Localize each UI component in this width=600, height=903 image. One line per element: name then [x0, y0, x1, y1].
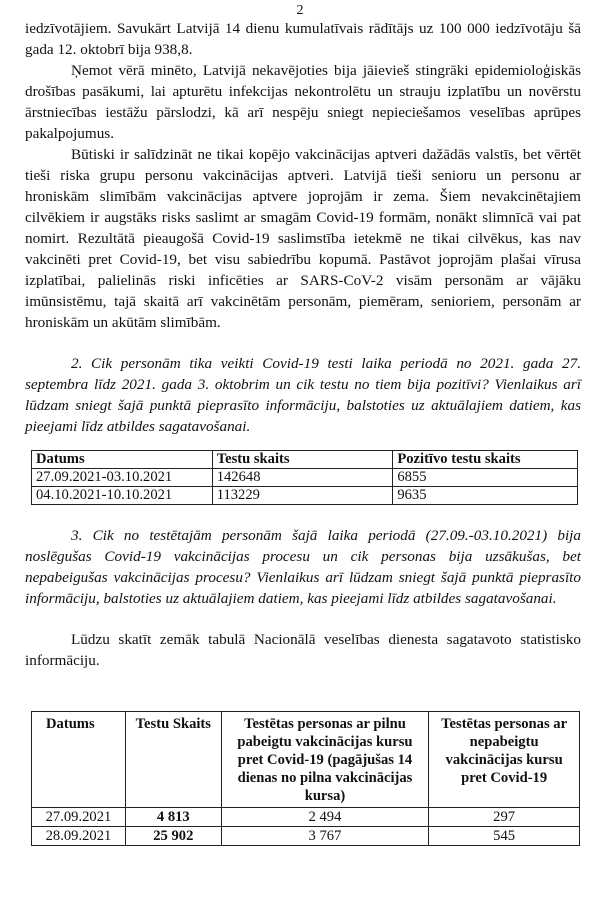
table-cell: 2 494 — [221, 808, 429, 827]
table-cell: 142648 — [212, 469, 393, 487]
table-row — [32, 469, 578, 487]
document-body — [25, 18, 581, 846]
table-header-cell: Testu Skaits — [125, 712, 221, 808]
tests-table — [31, 450, 578, 505]
table-header-row — [32, 451, 578, 469]
paragraph-4: Lūdzu skatīt zemāk tabulā Nacionālā veselības dienesta sagatavoto statistisko informāciju. — [25, 631, 581, 669]
table-cell: 04.10.2021-10.10.2021 — [32, 487, 213, 505]
table-cell: 3 767 — [221, 827, 429, 846]
table-cell: 297 — [429, 808, 580, 827]
table-header-cell: Datums — [32, 712, 126, 808]
table-cell: 6855 — [393, 469, 578, 487]
table-header-cell: Testu skaits — [212, 451, 393, 469]
table-cell: 27.09.2021 — [32, 808, 126, 827]
table-header-cell: Datums — [32, 451, 213, 469]
vaccination-table — [31, 711, 580, 846]
table-row — [32, 827, 580, 846]
table-header-row — [32, 712, 580, 808]
paragraph-2: Ņemot vērā minēto, Latvijā nekavējoties bija jāievieš stingrāki epidemioloģiskās drošības pasākumi, lai apturētu infekcijas nekontrolētu un strauju izplatību un novērstu ārstniecības iestāžu pārslodzi, kā arī nespēju sniegt nepieciešamos veselības aprūpes pakalpojumus. — [25, 62, 581, 142]
table-header-cell: Testētas personas ar pilnu pabeigtu vakcinācijas kursu pret Covid-19 (pagājušas 14 dienas no pilna vakcinācijas kursa) — [221, 712, 429, 808]
table-cell: 28.09.2021 — [32, 827, 126, 846]
table-cell: 25 902 — [125, 827, 221, 846]
page-number: 2 — [296, 3, 304, 18]
question-2: 2. Cik personām tika veikti Covid-19 testi laika periodā no 2021. gada 27. septembra līdz 2021. gada 3. oktobrim un cik testu no tiem bija pozitīvi? Vienlaikus arī lūdzam sniegt šajā punktā pieprasīto informāciju, balstoties uz aktuālajiem datiem, kas pieejami līdz atbildes sagatavošanai. — [25, 355, 581, 435]
paragraph-3: Būtiski ir salīdzināt ne tikai kopējo vakcinācijas aptveri dažādās valstīs, bet vērtēt tieši riska grupu personu vakcinācijas aptveri. Latvijā tieši senioru un personu ar hroniskām slimībām vakcinācijas aptvere joprojām ir zema. Šiem nevakcinētajiem cilvēkiem ir augstāks risks saslimt ar smagām Covid-19 formām, nonākt slimnīcā vai pat nomirt. Rezultātā pieaugošā Covid-19 saslimstība ietekmē ne tikai cilvēkus, kas nav vakcinēti pret Covid-19, bet visu sabiedrību kopumā. Pastāvot joprojām plašai vīrusa izplatībai, palielinās riski inficēties ar SARS-CoV-2 visām personām ar vājāku imūnsistēmu, tajā skaitā arī vakcinētām personām, piemēram, senioriem, personām ar hroniskām un akūtām slimībām. — [25, 146, 581, 331]
table-row — [32, 487, 578, 505]
table-cell: 113229 — [212, 487, 393, 505]
table-cell: 27.09.2021-03.10.2021 — [32, 469, 213, 487]
table-cell: 9635 — [393, 487, 578, 505]
table-header-cell: Testētas personas ar nepabeigtu vakcinācijas kursu pret Covid-19 — [429, 712, 580, 808]
table-row — [32, 808, 580, 827]
paragraph-1: iedzīvotājiem. Savukārt Latvijā 14 dienu kumulatīvais rādītājs uz 100 000 iedzīvotāju šā gada 12. oktobrī bija 938,8. — [25, 20, 581, 58]
table-cell: 4 813 — [125, 808, 221, 827]
table-header-cell: Pozitīvo testu skaits — [393, 451, 578, 469]
question-3: 3. Cik no testētajām personām šajā laika periodā (27.09.-03.10.2021) bija noslēgušas Covid-19 vakcinācijas procesu un cik personas bija uzsākušas, bet nepabeigušas vakcinācijas procesu? Vienlaikus arī lūdzam sniegt šajā punktā pieprasīto informāciju, balstoties uz aktuālajiem datiem, kas pieejami līdz atbildes sagatavošanai. — [25, 527, 581, 607]
table-cell: 545 — [429, 827, 580, 846]
